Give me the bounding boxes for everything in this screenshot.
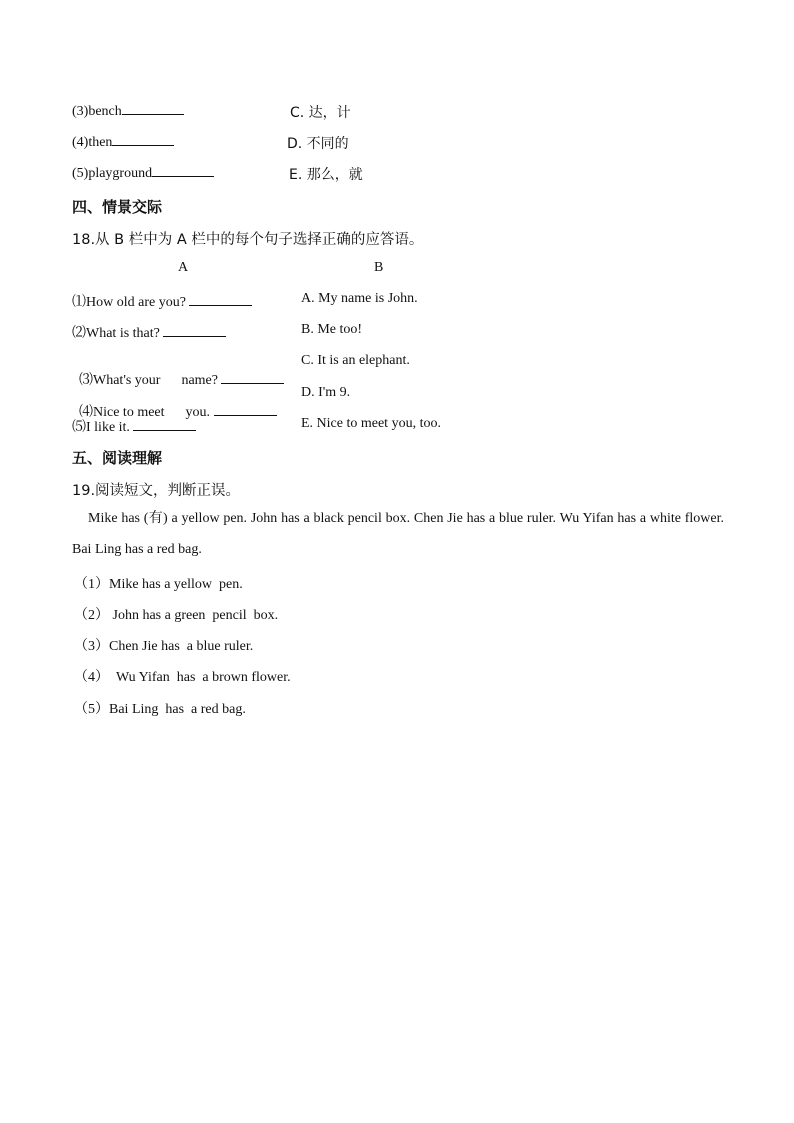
statement-1: （1）Mike has a yellow pen. [74,577,243,592]
statement-3: （3）Chen Jie has a blue ruler. [74,639,254,654]
answer-blank[interactable] [152,164,214,177]
match-row-5 [72,164,214,182]
dialog-prompt-2: ⑵What is that? [72,326,160,341]
column-b-header: B [374,260,384,275]
column-a-header: A [178,260,189,275]
dialog-prompt-3: ⑶What's your name? [79,373,218,388]
answer-blank[interactable] [189,293,252,306]
match-left-5: (5)playground [72,166,153,181]
match-right-5: E. 那么，就 [289,167,363,183]
dialog-reply-e: E. Nice to meet you, too. [301,416,441,431]
answer-blank[interactable] [122,102,184,115]
match-left-3: (3)bench [72,104,122,119]
dialog-prompt-5: ⑸I like it. [72,420,130,435]
answer-blank[interactable] [214,403,277,416]
statement-2: （2） John has a green pencil box. [74,608,279,623]
match-row-4 [72,133,174,151]
match-right-4: D. 不同的 [287,136,349,152]
section-heading-4: 四、情景交际 [72,198,163,216]
statement-4: （4） Wu Yifan has a brown flower. [74,670,291,685]
dialog-row-2 [72,322,226,342]
question-19-title: 19.阅读短文，判断正误。 [72,483,241,499]
statement-5: （5）Bai Ling has a red bag. [74,702,246,717]
answer-blank[interactable] [221,371,284,384]
match-right-3: C. 达，计 [290,105,351,121]
dialog-reply-c: C. It is an elephant. [301,353,410,368]
match-left-4: (4)then [72,135,113,150]
match-row-3 [72,102,184,120]
answer-blank[interactable] [112,133,174,146]
answer-blank[interactable] [163,324,226,337]
answer-blank[interactable] [133,418,196,431]
dialog-prompt-1: ⑴How old are you? [72,295,186,310]
dialog-row-5 [72,416,196,436]
dialog-prompt-4: ⑷Nice to meet you. [79,405,211,420]
dialog-row-3 [72,353,284,389]
dialog-row-1 [72,291,252,311]
dialog-reply-a: A. My name is John. [301,291,418,306]
question-18-title: 18.从 B 栏中为 A 栏中的每个句子选择正确的应答语。 [72,232,424,248]
dialog-reply-d: D. I'm 9. [301,385,351,400]
reading-passage: Mike has (有) a yellow pen. John has a black pencil box. Chen Jie has a blue ruler. Wu Yifan has a white flower. Bai Ling has a red bag. [72,511,724,557]
section-heading-5: 五、阅读理解 [72,449,163,467]
dialog-reply-b: B. Me too! [301,322,363,337]
